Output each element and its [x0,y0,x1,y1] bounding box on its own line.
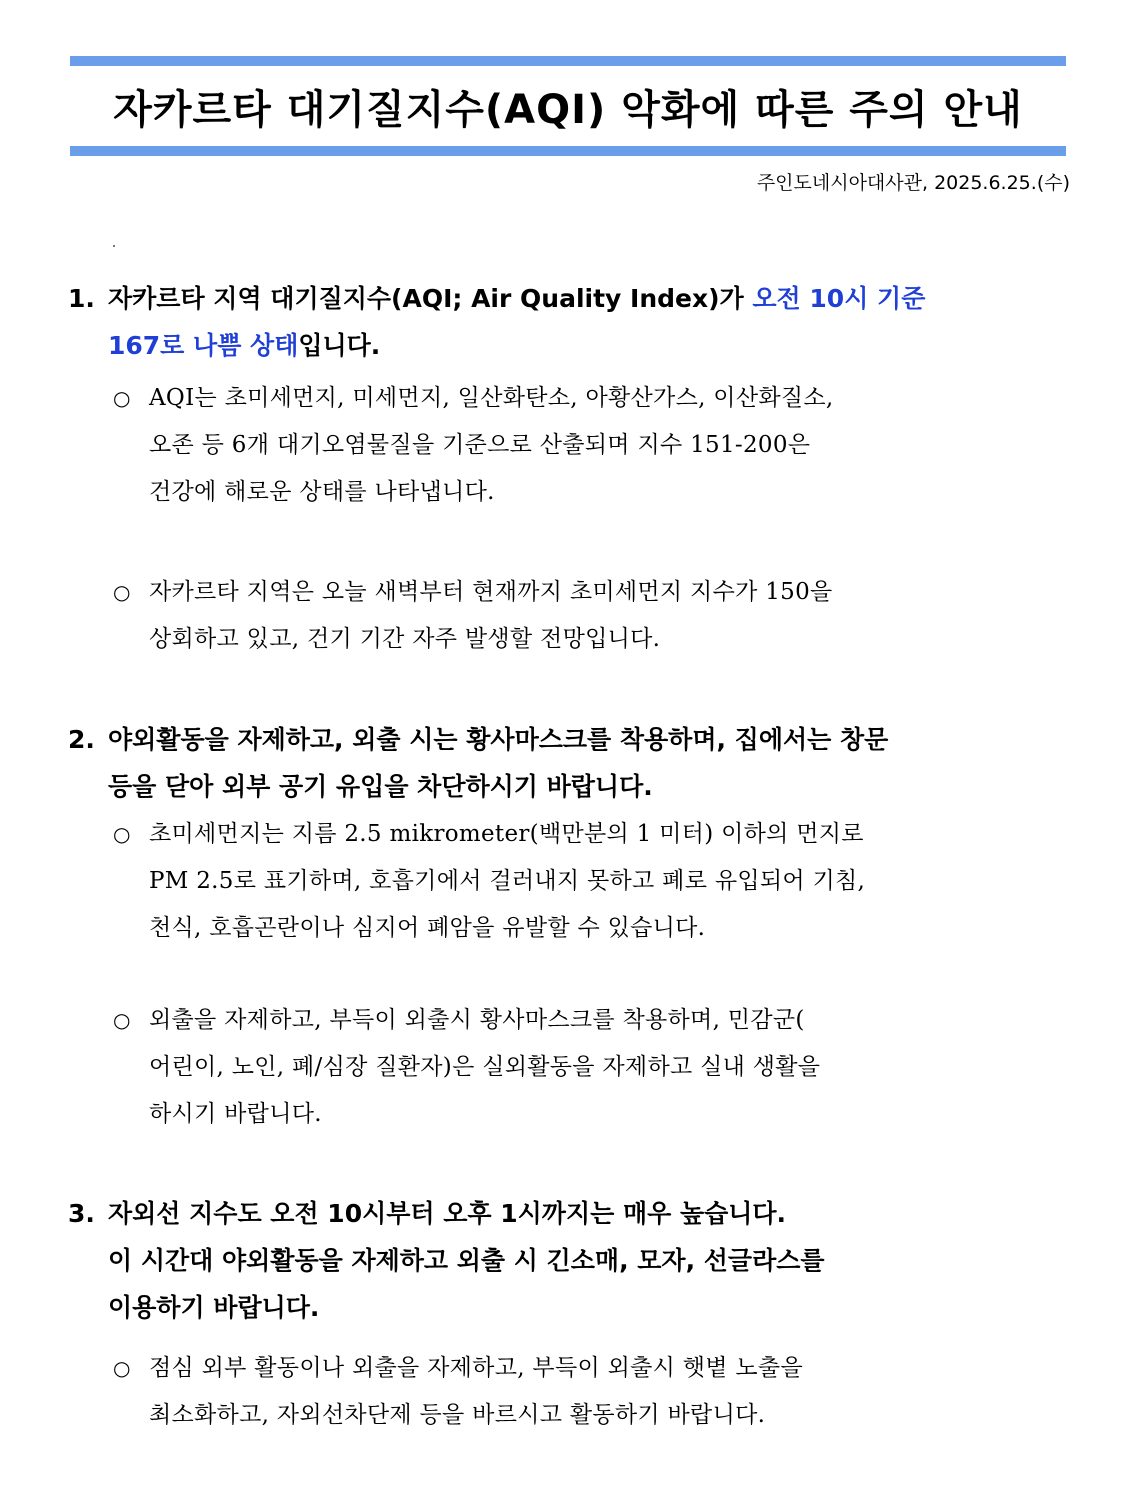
section-1-bullet-1 [113,375,834,516]
section-1-line-2 [68,322,925,369]
section-3-number: 3. [68,1199,95,1228]
bullet-line: 오존 등 6개 대기오염물질을 기준으로 산출되며 지수 151-200은 [149,432,811,458]
bullet-line: 어린이, 노인, 폐/심장 질환자)은 실외활동을 자제하고 실내 생활을 [149,1054,821,1080]
section-2-bullet-2 [113,997,820,1138]
section-1-bullet-2 [113,569,833,663]
section-2-number: 2. [68,725,95,754]
section-2-heading [68,716,888,810]
section-3-line-3: 이용하기 바랍니다. [108,1293,320,1322]
section-2-bullet-1 [113,811,865,952]
bullet-line: 초미세먼지는 지름 2.5 mikrometer(백만분의 1 미터) 이하의 먼지로 [149,821,864,847]
section-1-line-1-text: 자카르타 지역 대기질지수(AQI; Air Quality Index)가 [108,284,753,313]
bullet-circle-icon: ○ [113,1356,131,1380]
bullet-line: 상회하고 있고, 건기 기간 자주 발생할 전망입니다. [149,626,661,652]
stray-dot [113,245,115,247]
section-1-heading [68,275,925,369]
bullet-circle-icon: ○ [113,386,131,410]
bullet-line: 건강에 해로운 상태를 나타냅니다. [149,479,495,505]
title-bottom-rule [70,146,1066,156]
bullet-circle-icon: ○ [113,1008,131,1032]
section-1-line-2-text: 입니다. [298,331,381,360]
section-1-number: 1. [68,284,95,313]
section-2-line-1: 야외활동을 자제하고, 외출 시는 황사마스크를 착용하며, 집에서는 창문 [108,725,889,754]
bullet-circle-icon: ○ [113,822,131,846]
title-top-rule [70,56,1066,66]
section-3-line-1: 자외선 지수도 오전 10시부터 오후 1시까지는 매우 높습니다. [108,1199,787,1228]
bullet-line: 최소화하고, 자외선차단제 등을 바르시고 활동하기 바랍니다. [149,1402,766,1428]
bullet-line: PM 2.5로 표기하며, 호흡기에서 걸러내지 못하고 폐로 유입되어 기침, [149,868,866,894]
section-3-bullet-1 [113,1345,803,1439]
bullet-line: 외출을 자제하고, 부득이 외출시 황사마스크를 착용하며, 민감군( [149,1007,805,1033]
bullet-line: 천식, 호흡곤란이나 심지어 폐암을 유발할 수 있습니다. [149,915,706,941]
section-3-heading [68,1190,825,1331]
bullet-line: AQI는 초미세먼지, 미세먼지, 일산화탄소, 아황산가스, 이산화질소, [149,385,834,411]
section-1-line-1 [68,275,925,322]
page-title: 자카르타 대기질지수(AQI) 악화에 따른 주의 안내 [113,87,1023,133]
bullet-line: 점심 외부 활동이나 외출을 자제하고, 부득이 외출시 햇볕 노출을 [149,1355,803,1381]
section-1-highlight-value: 167로 나쁨 상태 [108,331,299,360]
section-1-highlight-time: 오전 10시 기준 [752,284,926,313]
issuer-date: 주인도네시아대사관, 2025.6.25.(수) [756,172,1070,194]
section-3-line-2: 이 시간대 야외활동을 자제하고 외출 시 긴소매, 모자, 선글라스를 [108,1246,825,1275]
bullet-circle-icon: ○ [113,580,131,604]
bullet-line: 자카르타 지역은 오늘 새벽부터 현재까지 초미세먼지 지수가 150을 [149,579,833,605]
bullet-line: 하시기 바랍니다. [149,1101,322,1127]
section-2-line-2: 등을 닫아 외부 공기 유입을 차단하시기 바랍니다. [108,772,653,801]
